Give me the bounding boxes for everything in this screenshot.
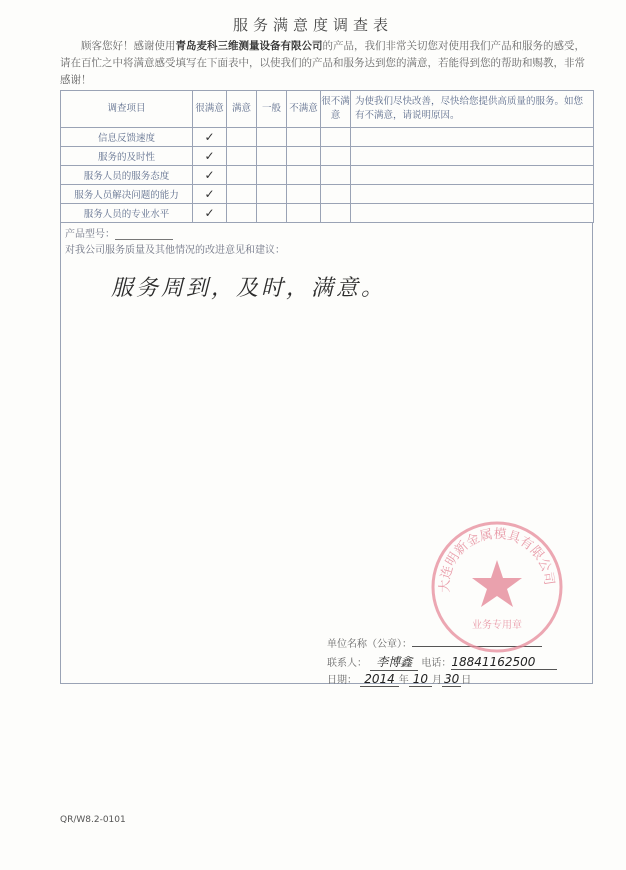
- month-unit: 月: [432, 675, 443, 686]
- header-very-unsatisfied: 很不满意: [321, 91, 351, 128]
- empty-cell[interactable]: [257, 185, 287, 204]
- empty-cell[interactable]: [287, 185, 321, 204]
- check-mark[interactable]: ✓: [193, 204, 227, 223]
- year-unit: 年: [398, 675, 409, 686]
- table-row: [61, 147, 594, 166]
- empty-cell[interactable]: [257, 204, 287, 223]
- survey-table: [60, 90, 594, 223]
- empty-cell[interactable]: [287, 204, 321, 223]
- reason-cell[interactable]: [351, 147, 594, 166]
- row-item: 信息反馈速度: [61, 128, 193, 147]
- empty-cell[interactable]: [227, 128, 257, 147]
- reason-cell[interactable]: [351, 185, 594, 204]
- empty-cell[interactable]: [257, 166, 287, 185]
- empty-cell[interactable]: [227, 185, 257, 204]
- empty-cell[interactable]: [287, 147, 321, 166]
- check-mark[interactable]: ✓: [193, 185, 227, 204]
- row-item: 服务的及时性: [61, 147, 193, 166]
- company-name: 青岛麦科三维测量设备有限公司: [175, 40, 323, 52]
- empty-cell[interactable]: [227, 166, 257, 185]
- unit-label: 单位名称（公章）：: [327, 639, 412, 650]
- date-label: 日期：: [327, 675, 357, 686]
- table-row: [61, 128, 594, 147]
- empty-cell[interactable]: [287, 128, 321, 147]
- date-field: [327, 671, 471, 687]
- check-mark[interactable]: ✓: [193, 128, 227, 147]
- company-seal-stamp: [428, 518, 566, 656]
- day-unit: 日: [461, 675, 472, 686]
- phone-value[interactable]: 18841162500: [451, 655, 557, 670]
- document-code: QR/W8.2-0101: [60, 815, 126, 825]
- table-header-row: [61, 91, 594, 128]
- table-row: [61, 166, 594, 185]
- empty-cell[interactable]: [287, 166, 321, 185]
- empty-cell[interactable]: [321, 128, 351, 147]
- empty-cell[interactable]: [227, 204, 257, 223]
- empty-cell[interactable]: [257, 147, 287, 166]
- empty-cell[interactable]: [321, 166, 351, 185]
- row-item: 服务人员的服务态度: [61, 166, 193, 185]
- header-unsatisfied: 不满意: [287, 91, 321, 128]
- date-day[interactable]: 30: [444, 672, 460, 686]
- seal-star-icon: [472, 560, 522, 607]
- header-note: 为使我们尽快改善，尽快给您提供高质量的服务。如您有不满意，请说明原因。: [351, 91, 594, 128]
- model-input-line[interactable]: [115, 229, 173, 240]
- product-model-field: [65, 225, 173, 240]
- reason-cell[interactable]: [351, 128, 594, 147]
- empty-cell[interactable]: [227, 147, 257, 166]
- reason-cell[interactable]: [351, 166, 594, 185]
- model-label: 产品型号：: [65, 229, 115, 240]
- empty-cell[interactable]: [321, 147, 351, 166]
- row-item: 服务人员解决问题的能力: [61, 185, 193, 204]
- reason-cell[interactable]: [351, 204, 594, 223]
- intro-suffix: 的产品，我们非常关切您对使用我们产品和服务的感受，请在百忙之中将满意感受填写在下面表中，以使我们的产品和服务达到您的满意，若能得到您的帮助和赐教，非常感谢！: [60, 40, 585, 86]
- seal-subtext: 业务专用章: [472, 620, 522, 631]
- empty-cell[interactable]: [257, 128, 287, 147]
- contact-label: 联系人：: [327, 658, 367, 669]
- empty-cell[interactable]: [321, 185, 351, 204]
- check-mark[interactable]: ✓: [193, 147, 227, 166]
- handwritten-suggestion[interactable]: 服务周到，及时，满意。: [111, 276, 387, 301]
- table-row: [61, 185, 594, 204]
- date-year[interactable]: 2014: [360, 672, 399, 687]
- phone-label: 电话：: [421, 658, 452, 669]
- row-item: 服务人员的专业水平: [61, 204, 193, 223]
- intro-prefix: 顾客您好！感谢使用: [81, 40, 176, 52]
- contact-signature[interactable]: 李博鑫: [370, 653, 418, 671]
- header-very-satisfied: 很满意: [193, 91, 227, 128]
- intro-paragraph: [60, 38, 594, 89]
- check-mark[interactable]: ✓: [193, 166, 227, 185]
- header-item: 调查项目: [61, 91, 193, 128]
- header-satisfied: 满意: [227, 91, 257, 128]
- suggestion-label: 对我公司服务质量及其他情况的改进意见和建议：: [65, 245, 285, 256]
- header-average: 一般: [257, 91, 287, 128]
- page-title: 服务满意度调查表: [232, 16, 393, 34]
- date-month[interactable]: 10: [409, 672, 432, 687]
- table-row: [61, 204, 594, 223]
- seal-text: 大连明新金属模具有限公司: [437, 526, 557, 593]
- empty-cell[interactable]: [321, 204, 351, 223]
